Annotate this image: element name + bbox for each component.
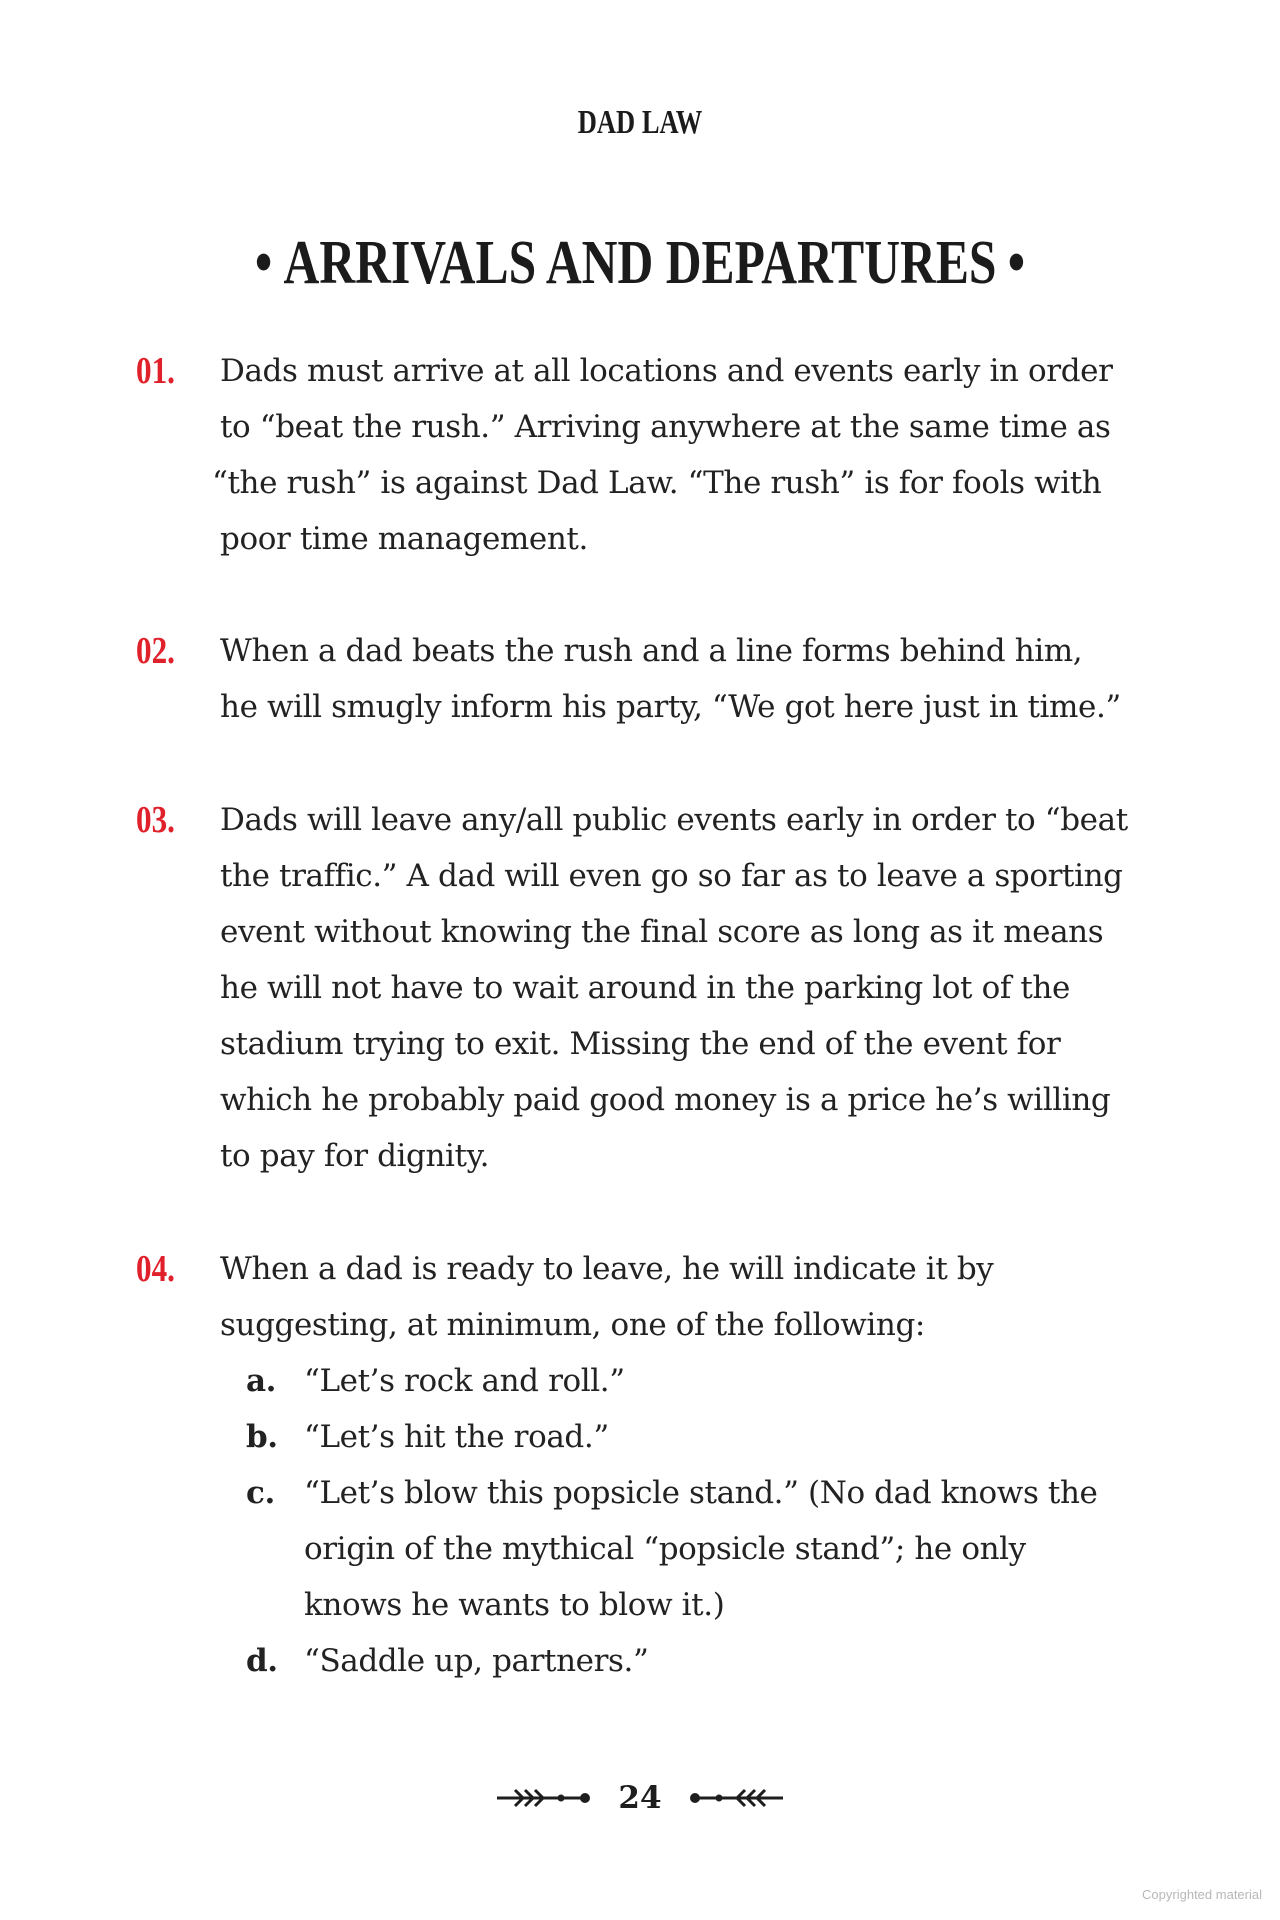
law-line: suggesting, at minimum, one of the following: [220,1307,925,1343]
sub-item-line: “Let’s blow this popsicle stand.” (No dad knows the [304,1475,1098,1511]
sub-item-letter: c. [246,1475,275,1511]
law-line: to “beat the rush.” Arriving anywhere at the same time as [220,409,1111,445]
page-footer [0,1780,1280,1820]
running-head: DAD LAW [577,104,703,141]
law-number: 03. [136,799,175,841]
sub-item [220,1409,1170,1465]
sub-item [220,1633,1170,1689]
law-line: he will smugly inform his party, “We got here just in time.” [220,689,1121,725]
bullet-right: • [1007,229,1026,297]
bullet-left: • [254,229,273,297]
sub-item-letter: d. [246,1643,278,1679]
law-line: event without knowing the final score as long as it means [220,914,1104,950]
sub-item [220,1353,1170,1409]
arrow-ornament-right-icon [685,1786,785,1810]
law-line: Dads will leave any/all public events early in order to “beat [220,802,1128,838]
law-line: Dads must arrive at all locations and events early in order [220,353,1113,389]
sub-item-line: “Saddle up, partners.” [304,1643,649,1679]
law-text [220,1241,1170,1689]
law-line: stadium trying to exit. Missing the end of the event for [220,1026,1061,1062]
page-number: 24 [618,1780,662,1816]
law-line: he will not have to wait around in the parking lot of the [220,970,1070,1006]
chapter-title [128,228,1152,299]
law-line: “the rush” is against Dad Law. “The rush” is for fools with [212,465,1102,501]
sub-item-line: origin of the mythical “popsicle stand”; he only [304,1531,1026,1567]
law-number: 01. [136,350,175,392]
law-number: 02. [136,630,175,672]
law-line: When a dad is ready to leave, he will indicate it by [220,1251,994,1287]
law-text [220,792,1170,1184]
sub-item-letter: b. [246,1419,278,1455]
sub-item-line: “Let’s rock and roll.” [304,1363,625,1399]
chapter-title-text: ARRIVALS AND DEPARTURES [283,229,997,297]
arrow-ornament-left-icon [495,1786,595,1810]
law-line: poor time management. [220,521,588,557]
law-text [220,623,1170,735]
law-number: 04. [136,1248,175,1290]
sub-item-line: knows he wants to blow it.) [304,1587,725,1623]
law-text [212,343,1170,567]
law-line: to pay for dignity. [220,1138,490,1174]
sub-item-line: “Let’s hit the road.” [304,1419,609,1455]
law-line: which he probably paid good money is a price he’s willing [220,1082,1111,1118]
law-line: When a dad beats the rush and a line forms behind him, [220,633,1083,669]
sub-item-letter: a. [246,1363,277,1399]
sub-item [220,1465,1170,1633]
law-line: the traffic.” A dad will even go so far as to leave a sporting [220,858,1123,894]
copyright-watermark: Copyrighted material [1142,1887,1262,1902]
